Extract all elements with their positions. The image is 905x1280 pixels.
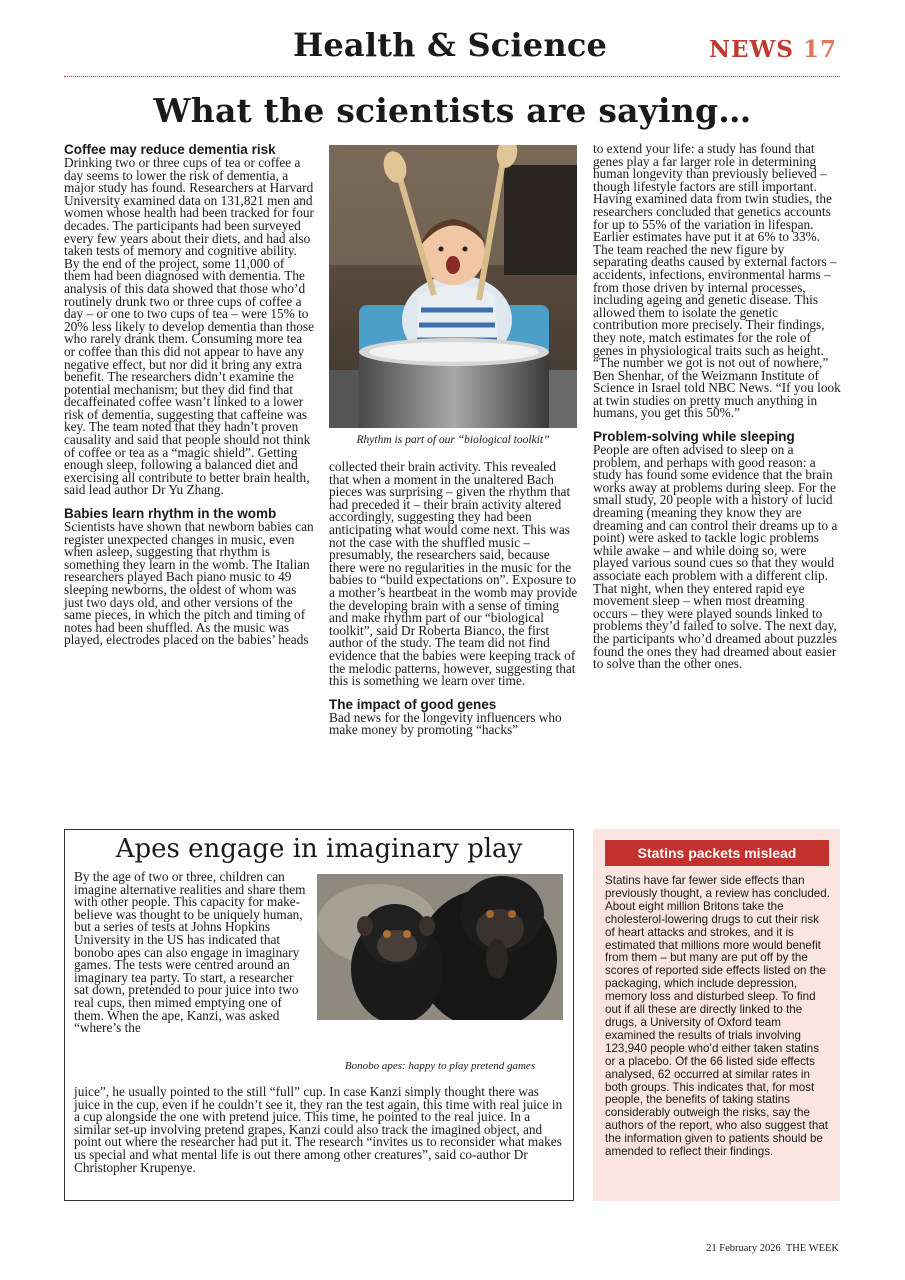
article-body-coffee: Drinking two or three cups of tea or coffee a day seems to lower the risk of dementia, a major study has found. Researchers at Harvard University examined data on 131,821 men and women whose health had been tracked for four decades. The participants had been surveyed every few years about their diets, and had also taken tests of memory and cognitive ability. By the end of the project, some 11,000 of them had been diagnosed with dementia. The analysis of this data showed that those who’d routinely drunk two or three cups of coffee a day – or one to two cups of tea – were 15% to 20% less likely to develop dementia than those who rarely drank them. Consuming more tea or coffee than this did not appear to have any negative effect, but nor did it bring any extra benefit. The researchers didn’t examine the potential mechanism; but they did find that decaffeinated coffee wasn’t linked to a lower risk of dementia, suggesting that caffeine was key. The team noted that they hadn’t proven causality and said that people should not think of coffee or tea as a “magic shield”. Getting enough sleep, following a balanced diet and exercising all contribute to better brain health, said lead author Dr Yu Zhang. bbox=[64, 155, 314, 498]
sidebar-body: Statins have far fewer side effects than previously thought, a review has concluded. About eight million Britons take the cholesterol-lowering drugs to cut their risk of heart attacks and strokes, and it is estimated that millions more would benefit from them – but many are put off by the scores of reported side effects listed on the packaging, which include depression, memory loss and disturbed sleep. To find out if all these are directly linked to the drugs, a University of Oxford team examined the results of trials involving 123,940 people who’d either taken statins or a placebo. Of the 66 listed side effects analysed, 62 occurred at similar rates in both groups. This indicates that, for most people, the benefits of taking statins considerably outweigh the risks, say the authors of the report, who also suggest that the information given to patients should be amended to reflect their findings. bbox=[605, 874, 830, 1159]
article-title-coffee: Coffee may reduce dementia risk bbox=[64, 142, 276, 157]
baby-photo bbox=[329, 145, 577, 428]
sidebar-title: Statins packets mislead bbox=[605, 840, 829, 866]
column-right bbox=[593, 143, 841, 671]
baby-drumming-illustration bbox=[329, 145, 577, 428]
article-body-genes-part1: Bad news for the longevity influencers who make money by promoting “hacks” bbox=[329, 709, 562, 738]
bonobo-illustration bbox=[317, 874, 563, 1020]
article-title-sleep: Problem-solving while sleeping bbox=[593, 429, 795, 445]
news-page-label bbox=[709, 36, 837, 63]
header-divider bbox=[64, 76, 840, 77]
footer-publication: THE WEEK bbox=[785, 1243, 839, 1254]
column-left bbox=[64, 143, 314, 647]
page-headline: What the scientists are saying… bbox=[153, 91, 752, 130]
news-label: NEWS bbox=[708, 36, 794, 63]
column-middle bbox=[329, 461, 579, 737]
article-title-babies: Babies learn rhythm in the womb bbox=[64, 506, 277, 522]
baby-photo-caption: Rhythm is part of our “biological toolkit” bbox=[356, 434, 550, 446]
article-body-babies-part1: Scientists have shown that newborn babies can register unexpected changes in music, even when asleep, suggesting that rhythm is something they learn in the womb. The Italian researchers played Bach piano music to 49 sleeping newborns, the oldest of whom was just two days old, and other versions of the same pieces, in which the pitch and timing of notes had been shuffled. As the music was played, electrodes placed on the babies’ heads bbox=[64, 519, 314, 648]
bonobo-photo-caption: Bonobo apes: happy to play pretend games bbox=[344, 1060, 536, 1072]
feature-body-wrap-column bbox=[74, 871, 308, 1035]
footer-date: 21 February 2026 bbox=[706, 1243, 781, 1254]
feature-title: Apes engage in imaginary play bbox=[115, 834, 523, 864]
section-title: Health & Science bbox=[292, 26, 608, 64]
feature-body-full-column bbox=[74, 1086, 568, 1174]
feature-body-full: juice”, he usually pointed to the still “full” cup. In case Kanzi simply thought there was juice in the cup, even if he couldn’t see it, they ran the test again, this time with real juice in a cup alongside the one with pretend juice. This time, he pointed to the real juice. In a similar set-up involving pretend grapes, Kanzi could also track the imagined object, and point out where the researcher had put it. The research “invites us to reconsider what makes us special and what mental life is out there among other creatures”, said co-author Dr Christopher Krupenye. bbox=[74, 1084, 563, 1175]
article-body-babies-part2: collected their brain activity. This revealed that when a moment in the unaltered Bach pieces was surprising – given the rhythm that had preceded it – their brain activity altered accordingly, suggesting they had been anticipating what would come next. This was not the case with the shuffled music – presumably, the researchers said, because there were no regularities in the music for the babies to “build expectations on”. Exposure to a mother’s heartbeat in the womb may provide the developing brain with a sense of timing and make rhythm part of our “biological toolkit”, said Dr Roberta Bianco, the first author of the study. The team did not find evidence that the babies were keeping track of the melodic patterns, however, suggesting that this is something we learn over time. bbox=[329, 459, 578, 689]
page-footer bbox=[706, 1243, 839, 1254]
article-body-sleep: People are often advised to sleep on a problem, and perhaps with good reason: a study has found some evidence that the brain works away at problems during sleep. For the small study, 20 people with a history of lucid dreaming (meaning they know they are dreaming and can control their dreams up to a point) were asked to tackle logic problems while awake – and while doing so, were played various sound cues so that they would associate each problem with a different clip. That night, when they entered rapid eye movement sleep – when most dreaming occurs – they were played sounds linked to problems they’d failed to solve. The next day, the participants who’d dreamed about puzzles found the ones they had dreamed about easier to solve than the other ones. bbox=[593, 442, 838, 672]
page-number: 17 bbox=[802, 36, 837, 63]
article-title-genes: The impact of good genes bbox=[329, 696, 497, 712]
bonobo-photo bbox=[317, 874, 563, 1020]
feature-body-wrap: By the age of two or three, children can imagine alternative realities and share them with other people. This capacity for make-believe was thought to be uniquely human, but a series of tests at Johns Hopkins University in the US has indicated that bonobo apes can also engage in imaginary games. The tests were centred around an imaginary tea party. To start, a researcher sat down, pretended to pour juice into two real cups, then mimed emptying one of them. When the ape, Kanzi, was asked “where’s the bbox=[74, 869, 306, 1036]
article-body-genes-part2: to extend your life: a study has found that genes play a far larger role in determining human longevity than previously believed – though lifestyle factors are still important. Having examined data from twin studies, the researchers concluded that genetics accounts for up to 55% of the variation in lifespan. Earlier estimates have put it at 6% to 33%. The team reached the new figure by separating deaths caused by external factors – accidents, infections, environmental harms – from those driven by internal processes, including ageing and genetic disease. This allowed them to isolate the genetic contribution more precisely. Their findings, they note, match estimates for the role of genes in physiological traits such as height. “The number we got is not out of nowhere,” Ben Shenhar, of the Weizmann Institute of Science in Israel told NBC News. “If you look at twin studies on pretty much anything in humans, you get this 50%.” bbox=[593, 141, 841, 421]
